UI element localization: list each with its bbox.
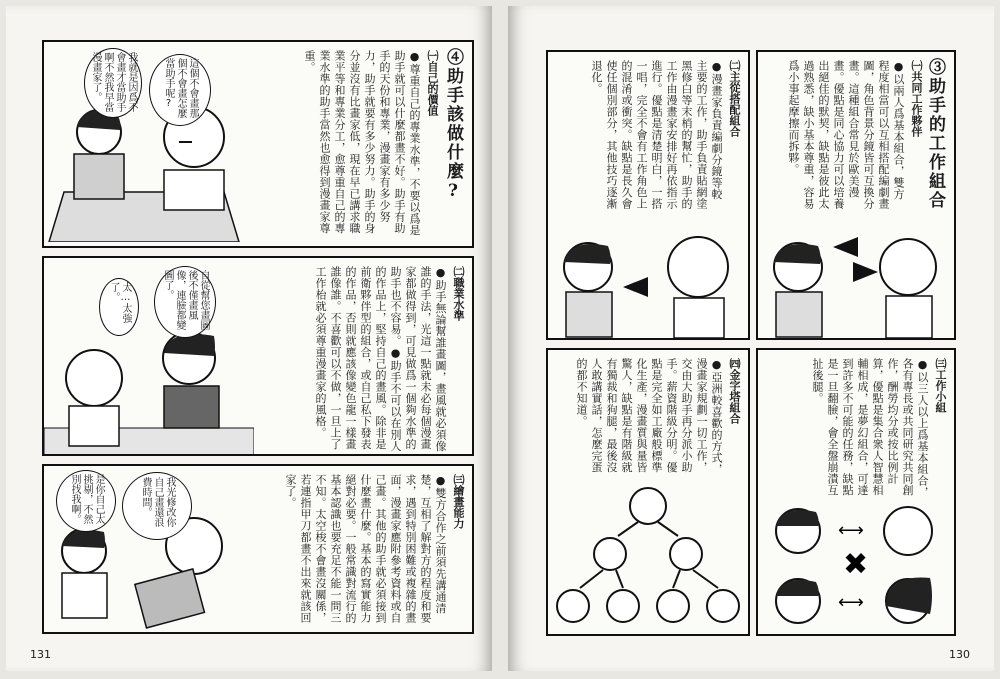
illustration-assistants xyxy=(44,258,254,456)
illustration-pyramid xyxy=(548,484,748,634)
speech-bubble: 是你自己太挑剔，不然別找我啊。 xyxy=(56,470,116,532)
right-page xyxy=(508,6,994,671)
illustration-assistants xyxy=(44,42,244,242)
para-heading: ㈡職業水準 xyxy=(452,266,465,321)
panel-team xyxy=(756,348,956,636)
svg-text:⟷: ⟷ xyxy=(838,592,864,613)
para-heading: ㈢工作小組 xyxy=(934,358,947,413)
left-page xyxy=(6,6,492,671)
speech-bubble: 自從幫您畫圖後不僅畫風像，連臉都變圖了。 xyxy=(154,266,216,338)
svg-text:⟷: ⟷ xyxy=(838,520,864,541)
section-title: ③助手的工作組合 xyxy=(925,58,945,210)
para-heading: ㈠自己的價值 xyxy=(426,50,439,116)
para-text: ●亞洲較喜歡的方式，漫畫家規劃一切工作，交由大助手再分派小助手。薪資階級分明。優點是完全如工廠般標準化生產，漫畫質與量皆驚人，缺點是有階級就有獨裁和狗腿，最後沒人敢講實話，怎麼完蛋的都不知道。 xyxy=(575,358,723,475)
para-text: ●以三人以上爲基本組合，各有專長或共同研究共同創作，酬勞均分或按比例計算，優點是集合衆人智慧相輔相成，是夢幻組合，可達到許多不可能的任務，缺點是一旦翻臉，會全盤崩潰互扯後腿。 xyxy=(811,358,929,498)
svg-text:✖: ✖ xyxy=(843,547,869,582)
speech-bubble: 我就是因爲不會畫才當助手啊不然我早當漫畫家了。 xyxy=(84,48,142,118)
para-heading: ㈣金字塔組合 xyxy=(728,358,741,424)
panel-master-assistant xyxy=(546,50,750,340)
page-number: 131 xyxy=(30,648,51,661)
para-text: ●助手無論幫誰畫圖，畫風就必須像誰的手法，光這一點就未必每個漫畫家都做得到，可見做爲一個夠水準的助手也不容易。●助手不可以在別人的作品上，堅持自己的畫風。除非是前衛夥伴型的組合，或自己私下發表的作品，否則就應該像變色龍一樣畫誰像誰。不喜歡可以不做，一旦上了工作枱就必須尊重漫畫家的風格。 xyxy=(314,266,447,452)
panel-own-value xyxy=(42,40,474,248)
panel-professional-level xyxy=(42,256,474,456)
para-text: ●以兩人爲基本組合，雙方程度相當可以互相搭配編劇畫圖，角色背景分鏡皆可互換分畫。這種組合常見於歐美漫畫。優點是同心協力可以培養出絕佳的默契，缺點是彼此太過熟悉，缺小基本尊重，容易爲小事起摩擦而拆夥。 xyxy=(787,60,905,210)
illustration-team xyxy=(758,496,954,636)
illustration-master-assistant xyxy=(548,212,748,340)
panel-pyramid xyxy=(546,348,750,636)
page-number: 130 xyxy=(949,648,970,661)
para-heading: ㈢繪畫能力 xyxy=(452,474,465,529)
speech-bubble: 太…太強了。 xyxy=(99,278,139,336)
para-text: ●尊重自己的專業水準，不要以爲是助手就可以什麼都畫不好。助手有助手的天份和專業，漫畫家有多少努力，助手就要有多少努力。助手的身分並沒有比畫家低，現在早已講求職業平等和專業分工，愈尊重自己的專業水準的助手當然也愈得到漫畫家尊重。 xyxy=(303,50,421,236)
panel-drawing-ability xyxy=(42,464,474,634)
para-heading: ㈡主從搭配組合 xyxy=(728,60,741,137)
speech-bubble: 我光修改你自己畫還浪費時間。 xyxy=(122,472,192,540)
para-text: ●漫畫家負責編劇分鏡等較主要的工作，助手負責貼網塗黑修白等末梢的幫忙，助手的工作由漫畫家安排好再依指示進行。優點是清楚明白，一搭一唱，完全不會有工作角色上的混淆或衝突。缺點是長久會使任個別部分，其他技巧逐漸退化。 xyxy=(590,60,723,210)
para-text: ●雙方合作之前須先溝通清楚，互相了解對方的程度和要求，遇到特別困難或複雜的畫面，漫畫家應附參考資料或自己畫。其他的助手就必須接到什麼畫什麼。基本的寫實能力絕對必要。一般常識對流行的基本認識也要充足不能一問三不知。太空梭不會畫沒關係，若連指甲刀都畫不出來就該回家了。 xyxy=(284,474,447,624)
panel-co-partners xyxy=(756,50,956,340)
speech-bubble: 這個不會畫那個不會畫怎麼當助手呢? xyxy=(149,54,211,126)
para-heading: ㈠共同工作夥伴 xyxy=(910,60,923,137)
section-title: ④助手該做什麼? xyxy=(443,48,463,203)
illustration-two-partners xyxy=(758,212,954,340)
